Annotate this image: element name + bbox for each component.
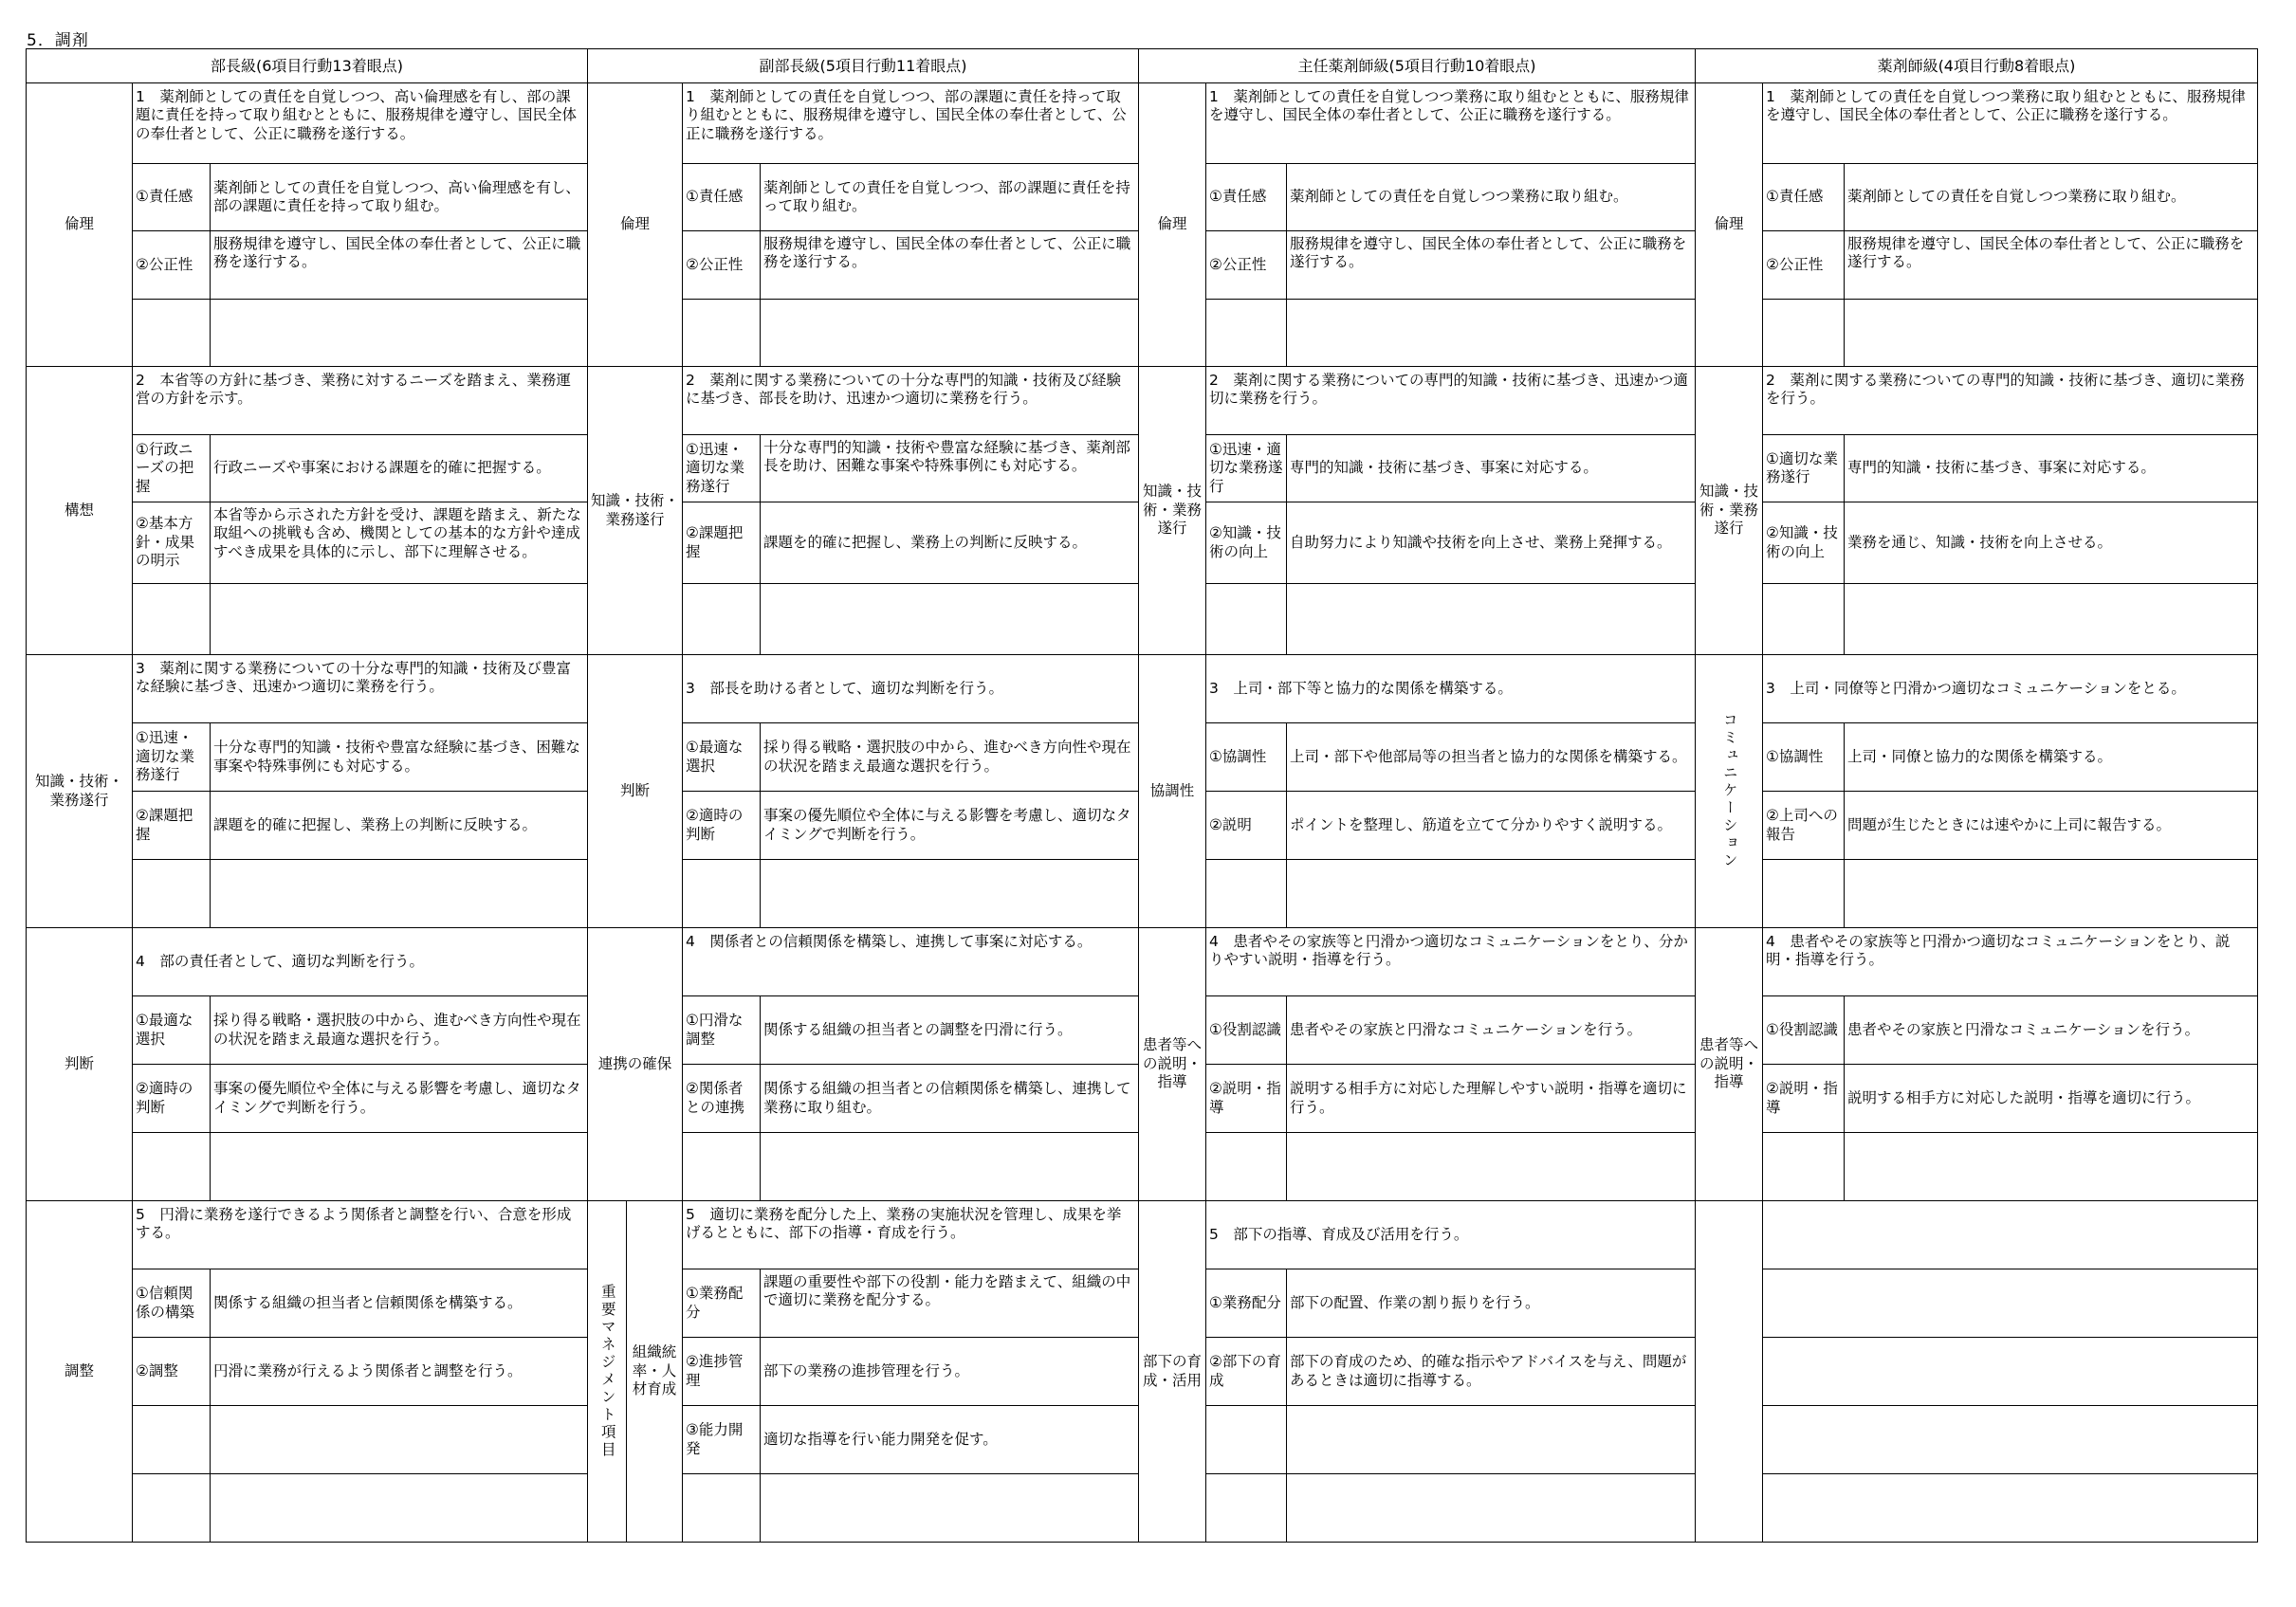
item-name: ②関係者との連携 [683, 1065, 761, 1133]
item-name: ②説明・指導 [1763, 1065, 1845, 1133]
table-row [27, 367, 2258, 435]
objective-cell: 3 薬剤に関する業務についての十分な専門的知識・技術及び豊富な経験に基づき、迅速かつ適切に業務を行う。 [133, 655, 588, 723]
objective-cell: 5 円滑に業務を遂行できるよう関係者と調整を行い、合意を形成する。 [133, 1201, 588, 1269]
item-desc: 自助努力により知識や技術を向上させ、業務上発揮する。 [1287, 502, 1696, 584]
item-desc: 円滑に業務が行えるよう関係者と調整を行う。 [211, 1338, 588, 1406]
empty-cell [761, 300, 1139, 367]
empty-cell [1696, 1201, 1763, 1543]
item-desc: 本省等から示された方針を受け、課題を踏まえ、新たな取組への挑戦も含め、機関としての基本的な方針や達成すべき成果を具体的に示し、部下に理解させる。 [211, 502, 588, 584]
category-cell: 患者等への説明・指導 [1139, 928, 1206, 1201]
item-name: ①協調性 [1763, 723, 1845, 792]
empty-cell [1763, 1406, 2258, 1474]
empty-cell [133, 1133, 211, 1201]
objective-cell: 4 関係者との信頼関係を構築し、連携して事案に対応する。 [683, 928, 1139, 996]
item-desc: 患者やその家族と円滑なコミュニケーションを行う。 [1845, 996, 2258, 1065]
empty-cell [1287, 1133, 1696, 1201]
item-desc: 服務規律を遵守し、国民全体の奉仕者として、公正に職務を遂行する。 [1845, 231, 2258, 300]
empty-cell [211, 860, 588, 928]
item-desc: 関係する組織の担当者と信頼関係を構築する。 [211, 1269, 588, 1338]
objective-cell: 5 適切に業務を配分した上、業務の実施状況を管理し、成果を挙げるとともに、部下の指導・育成を行う。 [683, 1201, 1139, 1269]
empty-cell [761, 1133, 1139, 1201]
item-name: ①行政ニーズの把握 [133, 435, 211, 502]
objective-cell: 3 上司・部下等と協力的な関係を構築する。 [1206, 655, 1696, 723]
table-row [27, 1201, 2258, 1269]
col-header-fukubucho: 副部長級(5項目行動11着眼点) [588, 49, 1139, 83]
item-desc: 薬剤師としての責任を自覚しつつ、部の課題に責任を持って取り組む。 [761, 164, 1139, 231]
item-name: ②適時の判断 [683, 792, 761, 860]
item-name: ②説明・指導 [1206, 1065, 1287, 1133]
empty-cell [1763, 1133, 1845, 1201]
item-name: ①最適な選択 [683, 723, 761, 792]
empty-cell [211, 300, 588, 367]
category-cell: 組織統率・人材育成 [627, 1201, 683, 1543]
item-desc: 薬剤師としての責任を自覚しつつ業務に取り組む。 [1287, 164, 1696, 231]
item-desc: 関係する組織の担当者との信頼関係を構築し、連携して業務に取り組む。 [761, 1065, 1139, 1133]
item-desc: 上司・部下や他部局等の担当者と協力的な関係を構築する。 [1287, 723, 1696, 792]
item-name: ②調整 [133, 1338, 211, 1406]
empty-cell [1845, 300, 2258, 367]
item-name: ①役割認識 [1763, 996, 1845, 1065]
objective-cell: 4 患者やその家族等と円滑かつ適切なコミュニケーションをとり、分かりやすい説明・指導を行う。 [1206, 928, 1696, 996]
category-cell: 倫理 [27, 83, 133, 367]
item-desc: 服務規律を遵守し、国民全体の奉仕者として、公正に職務を遂行する。 [1287, 231, 1696, 300]
objective-cell: 1 薬剤師としての責任を自覚しつつ業務に取り組むとともに、服務規律を遵守し、国民全体の奉仕者として、公正に職務を遂行する。 [1206, 83, 1696, 164]
empty-cell [133, 584, 211, 655]
empty-cell [1287, 300, 1696, 367]
empty-cell [1287, 1474, 1696, 1543]
empty-cell [211, 584, 588, 655]
empty-cell [1287, 860, 1696, 928]
item-name: ①責任感 [133, 164, 211, 231]
item-name: ①責任感 [1206, 164, 1287, 231]
item-name: ①迅速・適切な業務遂行 [683, 435, 761, 502]
section-heading: 5．調剤 [27, 31, 89, 50]
item-desc: 服務規律を遵守し、国民全体の奉仕者として、公正に職務を遂行する。 [211, 231, 588, 300]
item-name: ②進捗管理 [683, 1338, 761, 1406]
item-name: ①業務配分 [683, 1269, 761, 1338]
category-cell: 調整 [27, 1201, 133, 1543]
item-name: ①協調性 [1206, 723, 1287, 792]
item-name: ②説明 [1206, 792, 1287, 860]
item-desc: ポイントを整理し、筋道を立てて分かりやすく説明する。 [1287, 792, 1696, 860]
empty-cell [1763, 1474, 2258, 1543]
item-name: ①適切な業務遂行 [1763, 435, 1845, 502]
item-desc: 採り得る戦略・選択肢の中から、進むべき方向性や現在の状況を踏まえ最適な選択を行う。 [211, 996, 588, 1065]
item-name: ②上司への報告 [1763, 792, 1845, 860]
empty-cell [1206, 860, 1287, 928]
item-desc: 事案の優先順位や全体に与える影響を考慮し、適切なタイミングで判断を行う。 [211, 1065, 588, 1133]
objective-cell: 1 薬剤師としての責任を自覚しつつ、部の課題に責任を持って取り組むとともに、服務規律を遵守し、国民全体の奉仕者として、公正に職務を遂行する。 [683, 83, 1139, 164]
empty-cell [211, 1474, 588, 1543]
item-name: ②公正性 [133, 231, 211, 300]
item-name: ①信頼関係の構築 [133, 1269, 211, 1338]
category-cell: コミュニケーション [1696, 655, 1763, 928]
empty-cell [133, 860, 211, 928]
item-desc: 十分な専門的知識・技術や豊富な経験に基づき、困難な事案や特殊事例にも対応する。 [211, 723, 588, 792]
empty-cell [683, 584, 761, 655]
col-header-yakuzaishi: 薬剤師級(4項目行動8着眼点) [1696, 49, 2258, 83]
item-name: ②部下の育成 [1206, 1338, 1287, 1406]
empty-cell [133, 1406, 211, 1474]
item-name: ①最適な選択 [133, 996, 211, 1065]
empty-cell [1763, 1338, 2258, 1406]
item-desc: 上司・同僚と協力的な関係を構築する。 [1845, 723, 2258, 792]
objective-cell: 1 薬剤師としての責任を自覚しつつ、高い倫理感を有し、部の課題に責任を持って取り組むとともに、服務規律を遵守し、国民全体の奉仕者として、公正に職務を遂行する。 [133, 83, 588, 164]
category-cell: 倫理 [588, 83, 683, 367]
empty-cell [683, 1133, 761, 1201]
table-row [27, 655, 2258, 723]
category-cell: 協調性 [1139, 655, 1206, 928]
item-desc: 説明する相手方に対応した理解しやすい説明・指導を適切に行う。 [1287, 1065, 1696, 1133]
item-name: ①迅速・適切な業務遂行 [1206, 435, 1287, 502]
item-name: ②知識・技術の向上 [1206, 502, 1287, 584]
category-cell: 判断 [27, 928, 133, 1201]
category-cell: 判断 [588, 655, 683, 928]
item-desc: 課題を的確に把握し、業務上の判断に反映する。 [761, 502, 1139, 584]
item-name: ①責任感 [683, 164, 761, 231]
empty-cell [683, 1474, 761, 1543]
item-name: ①責任感 [1763, 164, 1845, 231]
item-name: ①円滑な調整 [683, 996, 761, 1065]
empty-cell [211, 1406, 588, 1474]
empty-cell [1763, 300, 1845, 367]
category-cell: 知識・技術・業務遂行 [27, 655, 133, 928]
item-desc: 説明する相手方に対応した説明・指導を適切に行う。 [1845, 1065, 2258, 1133]
item-desc: 専門的知識・技術に基づき、事案に対応する。 [1845, 435, 2258, 502]
col-header-bucho: 部長級(6項目行動13着眼点) [27, 49, 588, 83]
objective-cell: 2 薬剤に関する業務についての専門的知識・技術に基づき、迅速かつ適切に業務を行う。 [1206, 367, 1696, 435]
objective-cell: 5 部下の指導、育成及び活用を行う。 [1206, 1201, 1696, 1269]
objective-cell: 2 本省等の方針に基づき、業務に対するニーズを踏まえ、業務運営の方針を示す。 [133, 367, 588, 435]
empty-cell [761, 860, 1139, 928]
empty-cell [1206, 300, 1287, 367]
item-desc: 適切な指導を行い能力開発を促す。 [761, 1406, 1139, 1474]
table-row [27, 83, 2258, 164]
item-name: ②公正性 [1206, 231, 1287, 300]
objective-cell: 3 上司・同僚等と円滑かつ適切なコミュニケーションをとる。 [1763, 655, 2258, 723]
item-name: ②基本方針・成果の明示 [133, 502, 211, 584]
empty-cell [761, 1474, 1139, 1543]
category-cell: 連携の確保 [588, 928, 683, 1201]
category-cell: 知識・技術・業務遂行 [588, 367, 683, 655]
item-name: ②公正性 [683, 231, 761, 300]
empty-cell [133, 1474, 211, 1543]
item-desc: 薬剤師としての責任を自覚しつつ、高い倫理感を有し、部の課題に責任を持って取り組む。 [211, 164, 588, 231]
item-desc: 行政ニーズや事案における課題を的確に把握する。 [211, 435, 588, 502]
empty-cell [133, 300, 211, 367]
empty-cell [1763, 860, 1845, 928]
category-cell: 知識・技術・業務遂行 [1696, 367, 1763, 655]
item-desc: 薬剤師としての責任を自覚しつつ業務に取り組む。 [1845, 164, 2258, 231]
objective-cell: 1 薬剤師としての責任を自覚しつつ業務に取り組むとともに、服務規律を遵守し、国民全体の奉仕者として、公正に職務を遂行する。 [1763, 83, 2258, 164]
item-desc: 専門的知識・技術に基づき、事案に対応する。 [1287, 435, 1696, 502]
item-name: ①業務配分 [1206, 1269, 1287, 1338]
item-desc: 患者やその家族と円滑なコミュニケーションを行う。 [1287, 996, 1696, 1065]
evaluation-table [26, 48, 2258, 1543]
item-desc: 採り得る戦略・選択肢の中から、進むべき方向性や現在の状況を踏まえ最適な選択を行う。 [761, 723, 1139, 792]
empty-cell [1206, 1133, 1287, 1201]
empty-cell [1763, 1269, 2258, 1338]
item-name: ③能力開発 [683, 1406, 761, 1474]
objective-cell: 3 部長を助ける者として、適切な判断を行う。 [683, 655, 1139, 723]
item-desc: 服務規律を遵守し、国民全体の奉仕者として、公正に職務を遂行する。 [761, 231, 1139, 300]
header-row [27, 49, 2258, 83]
item-desc: 事案の優先順位や全体に与える影響を考慮し、適切なタイミングで判断を行う。 [761, 792, 1139, 860]
category-cell: 構想 [27, 367, 133, 655]
category-cell: 患者等への説明・指導 [1696, 928, 1763, 1201]
empty-cell [1763, 1201, 2258, 1269]
category-cell: 部下の育成・活用 [1139, 1201, 1206, 1543]
item-desc: 関係する組織の担当者との調整を円滑に行う。 [761, 996, 1139, 1065]
item-name: ②課題把握 [683, 502, 761, 584]
empty-cell [683, 300, 761, 367]
empty-cell [1206, 584, 1287, 655]
item-desc: 部下の育成のため、的確な指示やアドバイスを与え、問題があるときは適切に指導する。 [1287, 1338, 1696, 1406]
empty-cell [1287, 1406, 1696, 1474]
category-cell: 倫理 [1139, 83, 1206, 367]
objective-cell: 2 薬剤に関する業務についての専門的知識・技術に基づき、適切に業務を行う。 [1763, 367, 2258, 435]
empty-cell [1763, 584, 1845, 655]
empty-cell [1845, 584, 2258, 655]
category-cell: 倫理 [1696, 83, 1763, 367]
empty-cell [211, 1133, 588, 1201]
objective-cell: 4 患者やその家族等と円滑かつ適切なコミュニケーションをとり、説明・指導を行う。 [1763, 928, 2258, 996]
empty-cell [1845, 860, 2258, 928]
empty-cell [683, 860, 761, 928]
item-name: ①迅速・適切な業務遂行 [133, 723, 211, 792]
empty-cell [1845, 1133, 2258, 1201]
table-row [27, 928, 2258, 996]
objective-cell: 2 薬剤に関する業務についての十分な専門的知識・技術及び経験に基づき、部長を助け、迅速かつ適切に業務を行う。 [683, 367, 1139, 435]
empty-cell [1206, 1406, 1287, 1474]
item-name: ②課題把握 [133, 792, 211, 860]
item-desc: 部下の配置、作業の割り振りを行う。 [1287, 1269, 1696, 1338]
item-desc: 十分な専門的知識・技術や豊富な経験に基づき、薬剤部長を助け、困難な事案や特殊事例にも対応する。 [761, 435, 1139, 502]
category-cell: 知識・技術・業務遂行 [1139, 367, 1206, 655]
item-name: ②適時の判断 [133, 1065, 211, 1133]
objective-cell: 4 部の責任者として、適切な判断を行う。 [133, 928, 588, 996]
col-header-shunin: 主任薬剤師級(5項目行動10着眼点) [1139, 49, 1696, 83]
item-name: ①役割認識 [1206, 996, 1287, 1065]
empty-cell [761, 584, 1139, 655]
item-name: ②知識・技術の向上 [1763, 502, 1845, 584]
side-heading-cell: 重要マネジメント項目 [588, 1201, 627, 1543]
empty-cell [1206, 1474, 1287, 1543]
item-desc: 課題の重要性や部下の役割・能力を踏まえて、組織の中で適切に業務を配分する。 [761, 1269, 1139, 1338]
item-desc: 部下の業務の進捗管理を行う。 [761, 1338, 1139, 1406]
item-desc: 問題が生じたときには速やかに上司に報告する。 [1845, 792, 2258, 860]
item-desc: 業務を通じ、知識・技術を向上させる。 [1845, 502, 2258, 584]
item-name: ②公正性 [1763, 231, 1845, 300]
item-desc: 課題を的確に把握し、業務上の判断に反映する。 [211, 792, 588, 860]
empty-cell [1287, 584, 1696, 655]
